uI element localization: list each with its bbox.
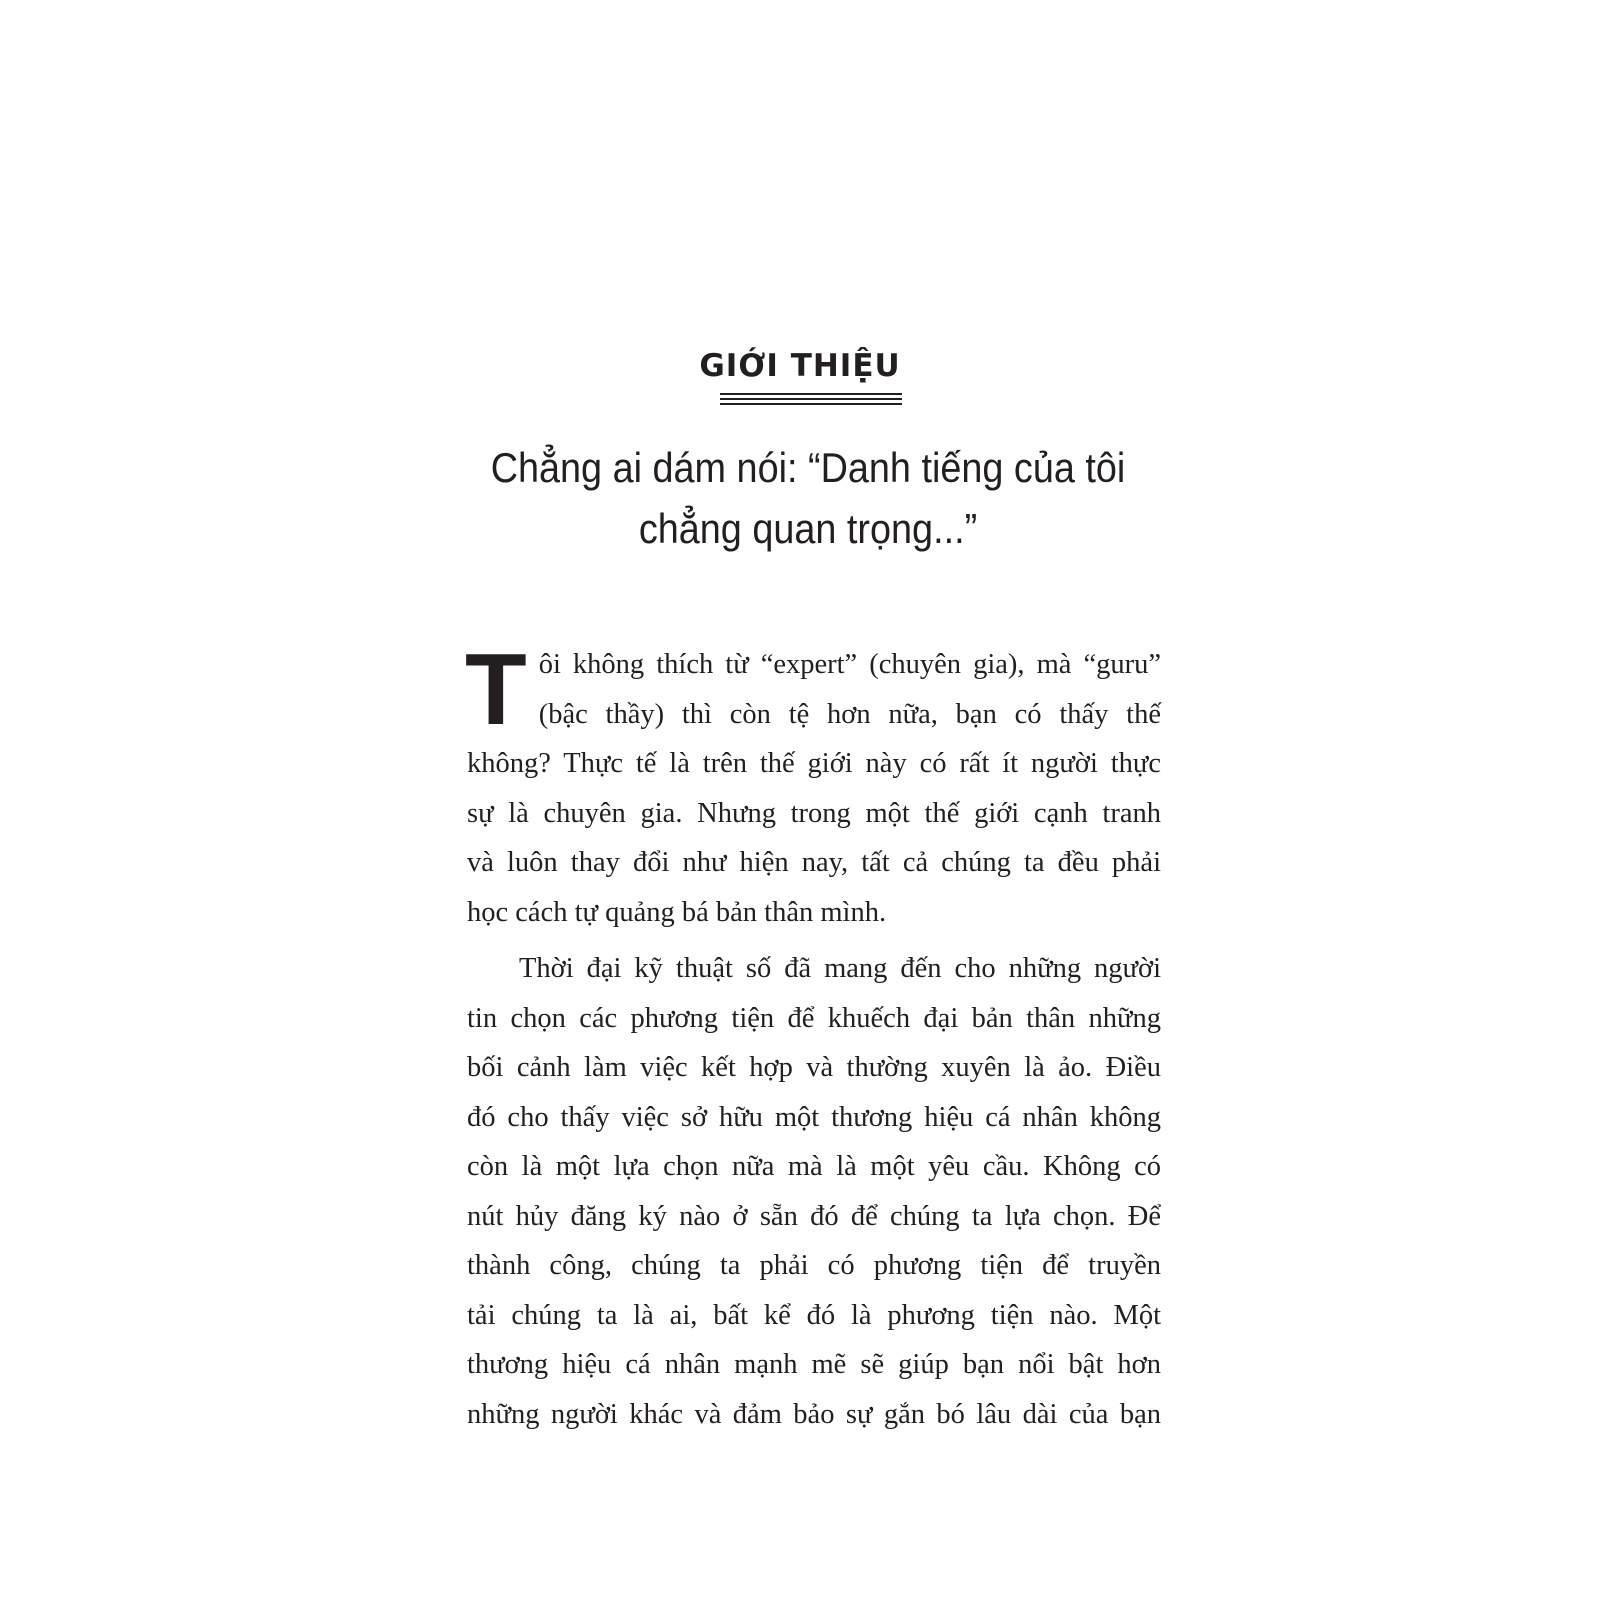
text-line: tin chọn các phương tiện để khuếch đại bản thân những bbox=[467, 1002, 1161, 1034]
text-line: bối cảnh làm việc kết hợp và thường xuyên là ảo. Điều bbox=[467, 1052, 1161, 1083]
text-line: nút hủy đăng ký nào ở sẵn đó để chúng ta lựa chọn. Để bbox=[467, 1200, 1161, 1232]
text-line: học cách tự quảng bá bản thân mình. bbox=[467, 896, 887, 928]
text-line: ôi không thích từ “expert” (chuyên gia), mà “guru” bbox=[538, 649, 1161, 680]
rule-line bbox=[720, 393, 902, 395]
text-line: không? Thực tế là trên thế giới này có rất ít người thực bbox=[467, 748, 1161, 779]
text-line: và luôn thay đổi như hiện nay, tất cả chúng ta đều phải bbox=[467, 847, 1161, 878]
text-line: đó cho thấy việc sở hữu một thương hiệu cá nhân không bbox=[467, 1101, 1161, 1133]
text-line: (bậc thầy) thì còn tệ hơn nữa, bạn có thấy thế bbox=[538, 698, 1161, 730]
paragraph-1 bbox=[465, 634, 1161, 937]
chapter-title bbox=[441, 437, 1175, 559]
decorative-rule bbox=[720, 393, 902, 408]
text-line: còn là một lựa chọn nữa mà là một yêu cầu. Không có bbox=[467, 1151, 1161, 1182]
text-line: tải chúng ta là ai, bất kể đó là phương tiện nào. Một bbox=[467, 1299, 1161, 1331]
text-line: sự là chuyên gia. Nhưng trong một thế giới cạnh tranh bbox=[467, 797, 1161, 829]
body-text bbox=[465, 634, 1161, 1439]
chapter-title-line-2: chẳng quan trọng...” bbox=[638, 505, 978, 552]
text-line: những người khác và đảm bảo sự gắn bó lâu dài của bạn bbox=[467, 1398, 1161, 1430]
section-label: GIỚI THIỆU bbox=[699, 348, 901, 384]
rule-line bbox=[720, 403, 902, 405]
text-line: thương hiệu cá nhân mạnh mẽ sẽ giúp bạn nổi bật hơn bbox=[467, 1349, 1161, 1380]
paragraph-2 bbox=[467, 944, 1161, 1439]
text-line: Thời đại kỹ thuật số đã mang đến cho những người bbox=[519, 953, 1161, 984]
drop-cap: T bbox=[465, 634, 527, 746]
rule-line bbox=[720, 398, 902, 400]
chapter-title-line-1: Chẳng ai dám nói: “Danh tiếng của tôi bbox=[490, 444, 1126, 491]
text-line: thành công, chúng ta phải có phương tiện để truyền bbox=[467, 1250, 1161, 1281]
